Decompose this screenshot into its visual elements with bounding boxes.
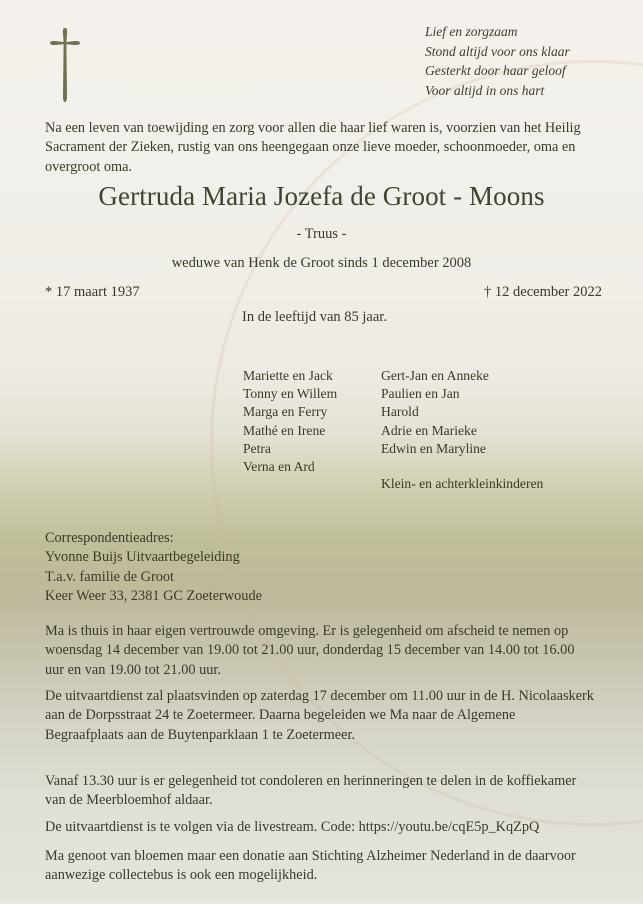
- address-line: T.a.v. familie de Groot: [45, 568, 175, 585]
- livestream-paragraph: De uitvaartdienst is te volgen via de livestream. Code: https://youtu.be/cqE5p_KqZpQ: [45, 819, 540, 835]
- poem-line: Stond altijd voor ons klaar: [425, 43, 570, 59]
- family-list-right: [381, 367, 489, 458]
- family-member: Petra: [243, 440, 271, 456]
- family-member: Adrie en Marieke: [381, 422, 477, 438]
- poem-line: Lief en zorgzaam: [425, 24, 518, 39]
- widow-line: weduwe van Henk de Groot sinds 1 december 2008: [171, 255, 472, 271]
- birth-date: * 17 maart 1937: [45, 284, 140, 300]
- family-member: Marga en Ferry: [243, 404, 328, 420]
- visitation-paragraph: Ma is thuis in haar eigen vertrouwde omgeving. Er is gelegenheid om afscheid te nemen op woensdag 14 december van 19.00 tot 21.00 uur, donderdag 15 december van 14.00 tot 16.00 uur en van 19.00 tot 21.00 uur.: [45, 623, 575, 678]
- condolence-paragraph: Vanaf 13.30 uur is er gelegenheid tot condoleren en herinneringen te delen in de koffiekamer van de Meerbloemhof aldaar.: [45, 773, 577, 809]
- family-list-left: [243, 367, 337, 476]
- family-member: Harold: [381, 404, 419, 420]
- family-member: Verna en Ard: [243, 459, 315, 475]
- donation-paragraph: Ma genoot van bloemen maar een donatie aan Stichting Alzheimer Nederland in de daarvoor aanwezige collectebus is ook een mogelijkheid.: [45, 848, 576, 884]
- age-line: In de leeftijd van 85 jaar.: [242, 309, 387, 325]
- address-line: Keer Weer 33, 2381 GC Zoeterwoude: [45, 587, 262, 604]
- poem-line: Voor altijd in ons hart: [425, 82, 545, 98]
- address-line: Yvonne Buijs Uitvaartbegeleiding: [45, 549, 240, 566]
- intro-text: Na een leven van toewijding en zorg voor allen die haar lief waren is, voorzien van het Heilig Sacrament der Zieken, rustig van ons heengegaan onze lieve moeder, schoonmoeder, oma en overgroot oma.: [45, 120, 581, 175]
- death-date: † 12 december 2022: [484, 284, 602, 300]
- poem-line: Gesterkt door haar geloof: [425, 63, 566, 78]
- address-label: Correspondentieadres:: [45, 530, 174, 546]
- family-member: Mariette en Jack: [243, 368, 333, 383]
- nickname: - Truus -: [296, 226, 347, 242]
- grandchildren-line: Klein- en achterkleinkinderen: [381, 476, 544, 491]
- family-member: Tonny en Willem: [243, 386, 338, 402]
- deceased-name: Gertruda Maria Jozefa de Groot - Moons: [98, 181, 545, 211]
- family-member: Edwin en Maryline: [381, 440, 486, 456]
- family-member: Mathé en Irene: [243, 422, 326, 438]
- cross-icon: [48, 26, 82, 104]
- funeral-service-paragraph: De uitvaartdienst zal plaatsvinden op zaterdag 17 december om 11.00 uur in de H. Nicolaaskerk aan de Dorpsstraat 24 te Zoetermeer. Daarna begeleiden we Ma naar de Algemene Begraafplaats aan de Buytenparklaan 1 te Zoetermeer.: [45, 688, 594, 743]
- poem: [425, 22, 570, 100]
- family-member: Gert-Jan en Anneke: [381, 368, 489, 383]
- family-member: Paulien en Jan: [381, 386, 460, 402]
- correspondence-address: [45, 529, 262, 606]
